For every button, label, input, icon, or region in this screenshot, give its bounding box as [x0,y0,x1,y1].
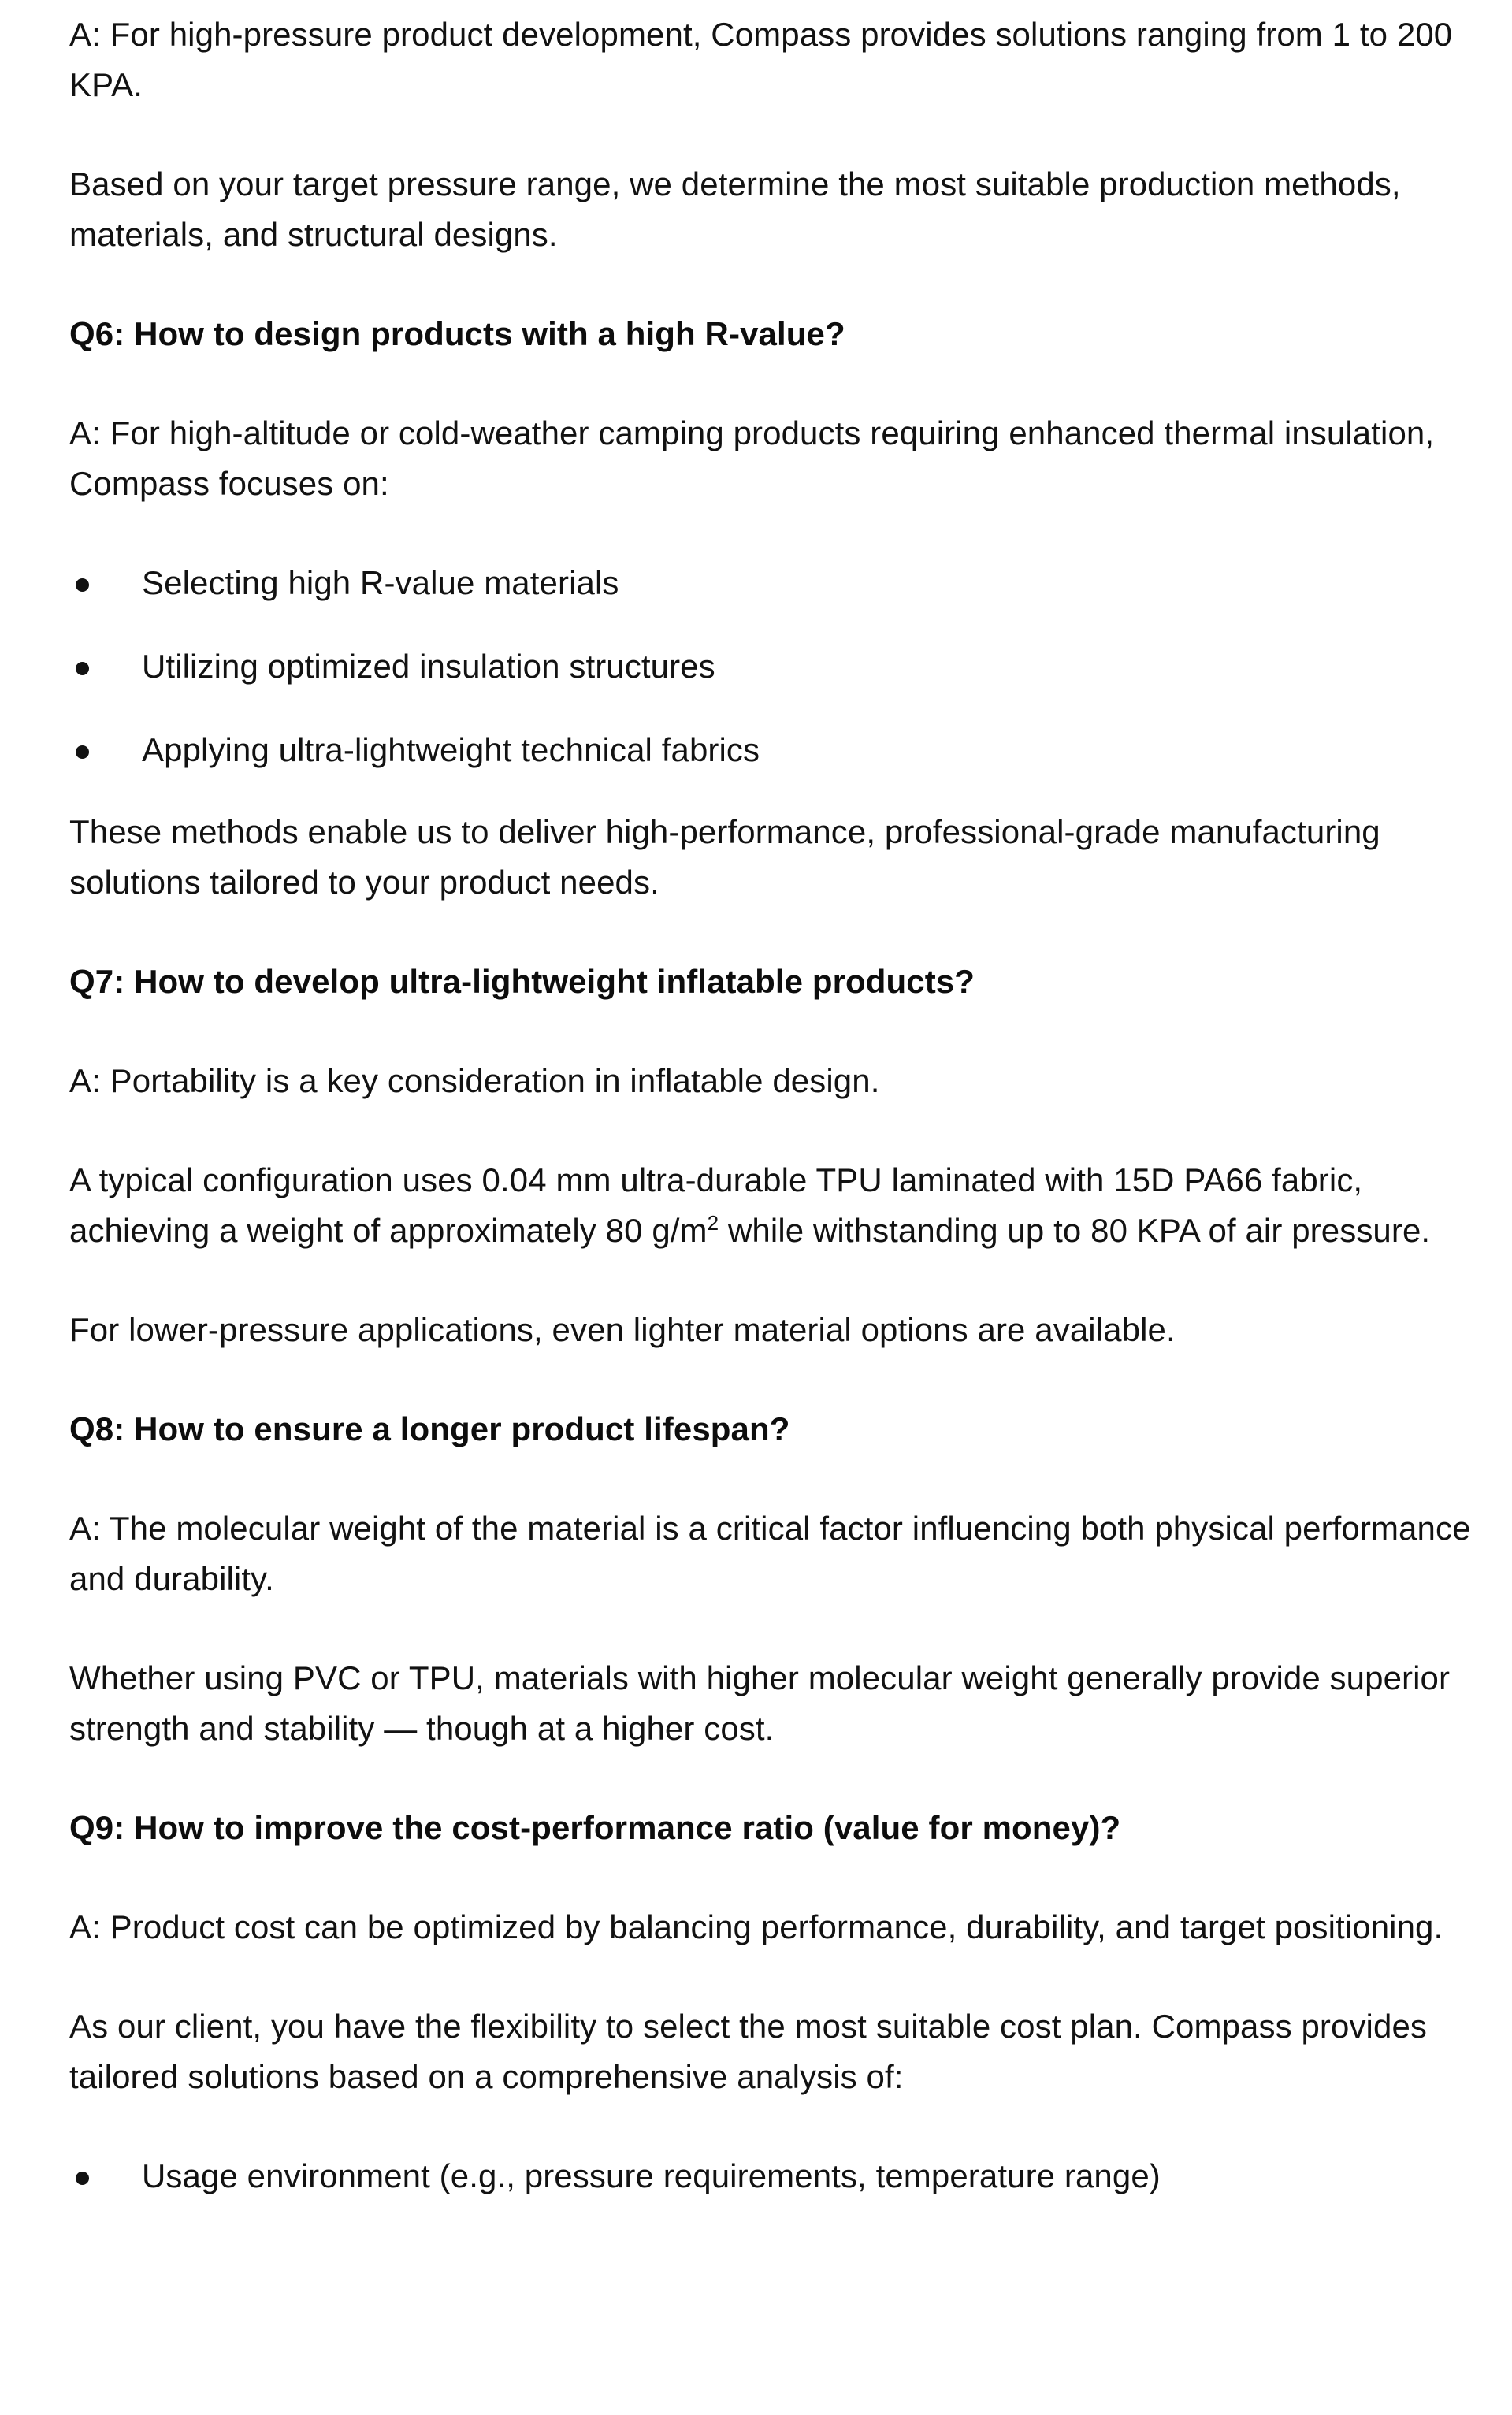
document-body [69,9,1495,2201]
answer-q5-pressure-range: A: For high-pressure product development, Compass provides solutions ranging from 1 to 200 KPA. [69,16,1453,103]
list-item [69,725,1495,775]
answer-q9-intro: A: Product cost can be optimized by balancing performance, durability, and target positioning. [69,1908,1443,1945]
answer-q7-configuration-superscript: 2 [707,1211,719,1235]
list-item [69,641,1495,692]
answer-q5-followup: Based on your target pressure range, we determine the most suitable production methods, materials, and structural designs. [69,165,1401,253]
answer-q7-configuration-text-before: A typical configuration uses 0.04 mm ultra-durable TPU laminated with 15D PA66 fabric, achieving a weight of approximately 80 g/m [69,1161,1363,1249]
bullet-dot-icon [76,578,89,592]
answer-q6-closing: These methods enable us to deliver high-performance, professional-grade manufacturing solutions tailored to your product needs. [69,813,1380,901]
question-q8: Q8: How to ensure a longer product lifespan? [69,1410,790,1447]
list-item [69,2151,1495,2201]
question-q9: Q9: How to improve the cost-performance ratio (value for money)? [69,1809,1121,1846]
answer-q7-configuration [69,1155,1495,1256]
question-q6: Q6: How to design products with a high R-value? [69,315,845,352]
answer-q6-bullets [69,558,1495,775]
list-item-label: Selecting high R-value materials [142,564,619,601]
answer-q6-intro: A: For high-altitude or cold-weather camping products requiring enhanced thermal insulation, Compass focuses on: [69,414,1435,502]
answer-q7-intro: A: Portability is a key consideration in inflatable design. [69,1062,880,1099]
list-item [69,558,1495,608]
bullet-dot-icon [76,745,89,759]
answer-q7-closing: For lower-pressure applications, even lighter material options are available. [69,1311,1176,1348]
answer-q9-bullets [69,2151,1495,2201]
question-q7: Q7: How to develop ultra-lightweight inflatable products? [69,963,975,1000]
list-item-label: Applying ultra-lightweight technical fabrics [142,731,760,768]
answer-q8-intro: A: The molecular weight of the material is a critical factor influencing both physical performance and durability. [69,1510,1471,1597]
list-item-label: Usage environment (e.g., pressure requirements, temperature range) [142,2157,1161,2194]
answer-q8-closing: Whether using PVC or TPU, materials with higher molecular weight generally provide superior strength and stability — though at a higher cost. [69,1659,1451,1747]
bullet-dot-icon [76,662,89,675]
answer-q7-configuration-text-after: while withstanding up to 80 KPA of air pressure. [719,1212,1431,1249]
bullet-dot-icon [76,2172,89,2185]
answer-q9-flexibility: As our client, you have the flexibility to select the most suitable cost plan. Compass provides tailored solutions based on a comprehensive analysis of: [69,2008,1428,2095]
list-item-label: Utilizing optimized insulation structures [142,648,715,685]
